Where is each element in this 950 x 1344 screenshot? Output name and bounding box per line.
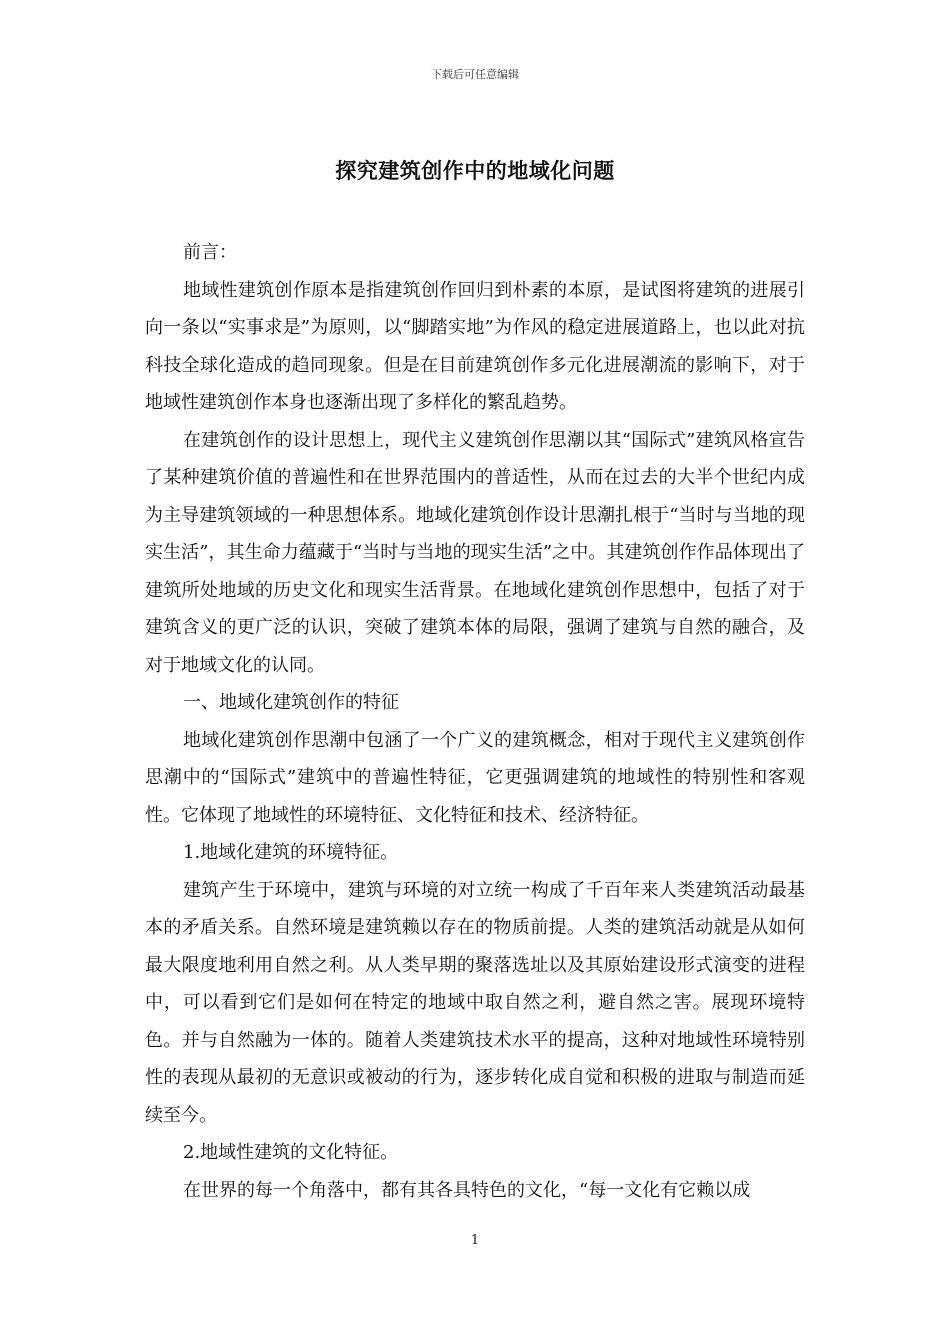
paragraph: 建筑产生于环境中，建筑与环境的对立统一构成了千百年来人类建筑活动最基本的矛盾关系。自然环境是建筑赖以存在的物质前提。人类的建筑活动就是从如何最大限度地利用自然之利。从人类早期的聚落选址以及其原始建设形式演变的进程中，可以看到它们是如何在特定的地域中取自然之利，避自然之害。展现环境特色。并与自然融为一体的。随着人类建筑技术水平的提高，这种对地域性环境特别性的表现从最初的无意识或被动的行为，逐步转化成自觉和积极的进取与制造而延续至今。 (145, 879, 805, 1126)
paragraph: 在世界的每一个角落中，都有其各具特色的文化，“每一文化有它赖以成 (183, 1179, 751, 1201)
paragraph: 地域性建筑创作原本是指建筑创作回归到朴素的本原，是试图将建筑的进展引向一条以“实事求是”为原则，以“脚踏实地”为作风的稳定进展道路上，也以此对抗科技全球化造成的趋同现象。但是在目前建筑创作多元化进展潮流的影响下，对于地域性建筑创作本身也逐渐出现了多样化的繁乱趋势。 (145, 279, 805, 413)
header-note: 下载后可任意编辑 (431, 68, 519, 81)
paragraph: 地域化建筑创作思潮中包涵了一个广义的建筑概念，相对于现代主义建筑创作思潮中的“国际式”建筑中的普遍性特征，它更强调建筑的地域性的特别性和客观性。它体现了地域性的环境特征、文化特征和技术、经济特征。 (145, 729, 805, 826)
document-title: 探究建筑创作中的地域化问题 (335, 159, 615, 183)
section-heading: 一、地域化建筑创作的特征 (183, 692, 399, 713)
subsection-heading: 2.地域性建筑的文化特征。 (183, 1142, 399, 1163)
subsection-heading: 1.地域化建筑的环境特征。 (183, 842, 399, 863)
paragraph: 在建筑创作的设计思想上，现代主义建筑创作思潮以其“国际式”建筑风格宣告了某种建筑价值的普遍性和在世界范围内的普适性，从而在过去的大半个世纪内成为主导建筑领域的一种思想体系。地域化建筑创作设计思潮扎根于“当时与当地的现实生活”，其生命力蕴藏于“当时与当地的现实生活”之中。其建筑创作作品体现出了建筑所处地域的历史文化和现实生活背景。在地域化建筑创作思想中，包括了对于建筑含义的更广泛的认识，突破了建筑本体的局限，强调了建筑与自然的融合，及对于地域文化的认同。 (145, 429, 805, 676)
preface-label: 前言： (183, 242, 237, 263)
document-body (145, 234, 805, 1209)
page-number: 1 (470, 1233, 480, 1248)
